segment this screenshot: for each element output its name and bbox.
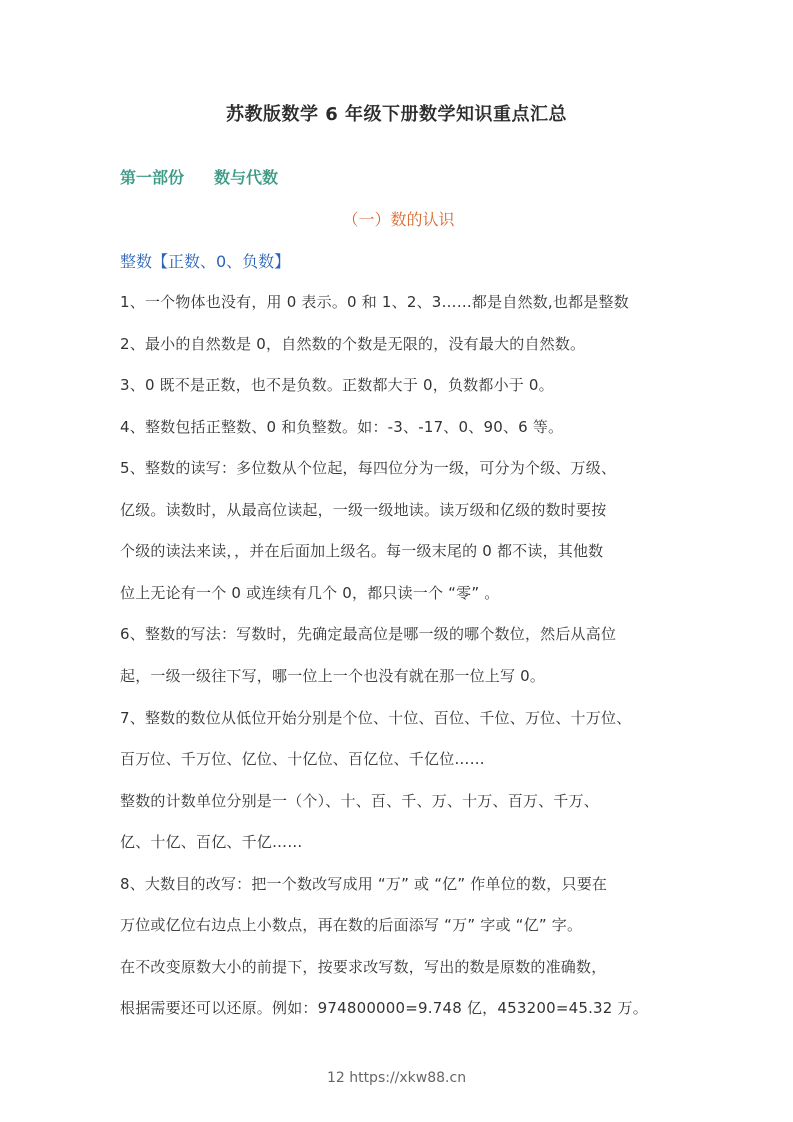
body-line: 起，一级一级往下写，哪一位上一个也没有就在那一位上写 0。 <box>120 667 546 685</box>
page-footer: 12 https://xkw88.cn <box>326 1070 467 1086</box>
body-line: 2、最小的自然数是 0，自然数的个数是无限的，没有最大的自然数。 <box>120 335 586 353</box>
body-line: 6、整数的写法：写数时，先确定最高位是哪一级的哪个数位，然后从高位 <box>120 625 617 643</box>
part-label: 第一部份 <box>120 168 185 187</box>
body-line: 1、一个物体也没有，用 0 表示。0 和 1、2、3……都是自然数,也都是整数 <box>120 293 629 311</box>
body-line: 亿、十亿、百亿、千亿…… <box>120 833 303 851</box>
part-name: 数与代数 <box>214 168 279 187</box>
body-line: 4、整数包括正整数、0 和负整数。如：-3、-17、0、90、6 等。 <box>120 418 564 436</box>
body-line: 百万位、千万位、亿位、十亿位、百亿位、千亿位…… <box>120 750 485 768</box>
document-title: 苏教版数学 6 年级下册数学知识重点汇总 <box>225 104 568 125</box>
body-line: 8、大数目的改写：把一个数改写成用 “万” 或 “亿” 作单位的数，只要在 <box>120 875 608 893</box>
part-heading <box>120 165 278 188</box>
section-heading: （一）数的认识 <box>342 210 455 229</box>
body-line: 个级的读法来读，，并在后面加上级名。每一级末尾的 0 都不读，其他数 <box>120 542 604 560</box>
body-line: 7、整数的数位从低位开始分别是个位、十位、百位、千位、万位、十万位、 <box>120 709 632 727</box>
body-line: 亿级。读数时，从最高位读起，一级一级地读。读万级和亿级的数时要按 <box>120 501 607 519</box>
body-line: 位上无论有一个 0 或连续有几个 0，都只读一个 “零” 。 <box>120 584 500 602</box>
subheading: 整数【正数、0、负数】 <box>120 252 291 271</box>
body-line: 根据需要还可以还原。例如：974800000=9.748 亿，453200=45.32 万。 <box>120 999 648 1017</box>
body-line: 在不改变原数大小的前提下，按要求改写数，写出的数是原数的准确数， <box>120 958 607 976</box>
body-line: 整数的计数单位分别是一（个）、十、百、千、万、十万、百万、千万、 <box>120 792 599 810</box>
body-line: 3、0 既不是正数，也不是负数。正数都大于 0，负数都小于 0。 <box>120 376 554 394</box>
body-line: 5、整数的读写：多位数从个位起，每四位分为一级，可分为个级、万级、 <box>120 459 617 477</box>
body-line: 万位或亿位右边点上小数点，再在数的后面添写 “万” 字或 “亿” 字。 <box>120 916 583 934</box>
